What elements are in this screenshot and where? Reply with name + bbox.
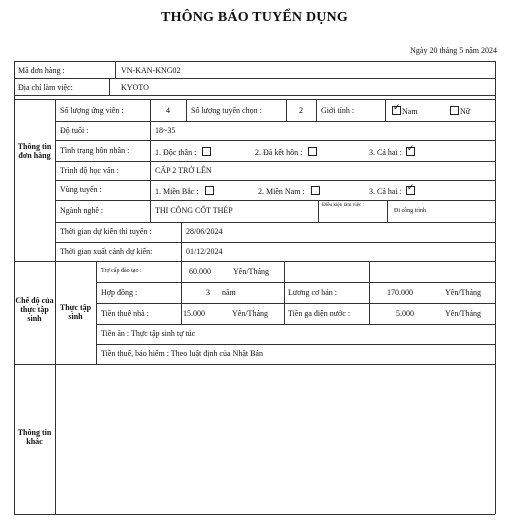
order-info-section-label: Thông tin đơn hàng <box>17 142 52 161</box>
region-north-label: 1. Miền Bắc : <box>155 187 199 196</box>
gender-male-option[interactable] <box>392 106 418 116</box>
married-checkbox[interactable] <box>308 147 317 156</box>
job-label: Ngành nghề : <box>60 206 104 215</box>
training-allowance-label: Trợ cấp đào tạo : <box>101 268 142 274</box>
salary-label: Lương cơ bản : <box>288 288 338 297</box>
selected-value: 2 <box>299 106 303 115</box>
workplace-value: KYOTO <box>121 83 149 92</box>
marital-both-label: 3. Cả hai : <box>369 148 402 157</box>
region-both-label: 3. Cả hai : <box>369 187 402 196</box>
region-both-option[interactable] <box>369 186 415 196</box>
food-allowance: Tiền ăn : Thực tập sinh tự túc <box>101 329 196 338</box>
other-info-section-label: Thông tin khác <box>17 428 52 447</box>
education-label: Trình độ học vấn : <box>60 166 119 175</box>
marital-single-label: 1. Độc thân : <box>155 148 197 157</box>
contract-value: 3 <box>206 288 210 297</box>
order-code-label: Mã đơn hàng : <box>18 66 65 75</box>
utilities-value: 5.000 <box>396 309 414 318</box>
utilities-unit: Yên/Tháng <box>445 309 481 318</box>
applicants-label: Số lượng ứng viên : <box>60 106 124 115</box>
rent-value: 15.000 <box>183 309 205 318</box>
contract-label: Hợp đồng : <box>101 288 138 297</box>
gender-male-label: Nam <box>402 107 418 116</box>
selected-label: Số lượng tuyển chọn : <box>191 106 262 115</box>
utilities-label: Tiền ga điện nước : <box>288 309 351 318</box>
region-label: Vùng tuyển : <box>60 185 102 194</box>
training-allowance-unit: Yên/Tháng <box>233 267 269 276</box>
marital-label: Tình trạng hôn nhân : <box>60 146 130 155</box>
female-checkbox[interactable] <box>450 106 459 115</box>
applicants-value: 4 <box>166 106 170 115</box>
conditions-label: Điều kiện làm việc : <box>322 202 365 208</box>
both-marital-checkbox[interactable] <box>406 147 415 156</box>
both-region-checkbox[interactable] <box>406 186 415 195</box>
workplace-label: Địa chỉ làm việc: <box>18 83 73 92</box>
contract-unit: năm <box>222 288 236 297</box>
conditions-value: Đi công trình <box>394 208 426 214</box>
page-title: THÔNG BÁO TUYỂN DỤNG <box>161 10 348 25</box>
exam-date-label: Thời gian dự kiến thi tuyển : <box>60 227 152 236</box>
order-code-value: VN-KAN-KNG02 <box>121 66 181 75</box>
gender-female-option[interactable] <box>450 106 470 116</box>
exam-date-value: 28/06/2024 <box>186 227 223 236</box>
marital-married-label: 2. Đã kết hôn : <box>255 148 303 157</box>
region-south-label: 2. Miền Nam : <box>258 187 305 196</box>
tax-insurance: Tiền thuế, bảo hiểm : Theo luật định của Nhật Bản <box>101 349 263 358</box>
region-north-option[interactable] <box>155 186 214 196</box>
male-checkbox[interactable] <box>392 106 401 115</box>
single-checkbox[interactable] <box>202 147 211 156</box>
salary-unit: Yên/Tháng <box>445 288 481 297</box>
job-value: THI CÔNG CỐT THÉP <box>155 206 233 215</box>
departure-label: Thời gian xuất cảnh dự kiến: <box>60 247 153 256</box>
age-value: 18~35 <box>155 126 176 135</box>
region-south-option[interactable] <box>258 186 320 196</box>
gender-female-label: Nữ <box>460 107 471 116</box>
rent-unit: Yên/Tháng <box>232 309 268 318</box>
salary-value: 170.000 <box>387 288 413 297</box>
marital-single-option[interactable] <box>155 147 211 157</box>
rent-label: Tiền thuê nhà : <box>101 309 149 318</box>
gender-label: Giới tính : <box>321 106 355 115</box>
education-value: CẤP 2 TRỞ LÊN <box>155 166 212 175</box>
departure-value: 01/12/2024 <box>186 247 223 256</box>
north-checkbox[interactable] <box>205 186 214 195</box>
training-allowance-value: 60.000 <box>189 267 211 276</box>
age-label: Độ tuổi : <box>60 126 89 135</box>
issue-date: Ngày 20 tháng 5 năm 2024 <box>410 46 497 55</box>
marital-married-option[interactable] <box>255 147 317 157</box>
south-checkbox[interactable] <box>311 186 320 195</box>
marital-both-option[interactable] <box>369 147 415 157</box>
benefits-section-label: Chế độ của thực tập sinh <box>15 296 54 324</box>
trainee-label: Thực tập sinh <box>59 303 92 322</box>
